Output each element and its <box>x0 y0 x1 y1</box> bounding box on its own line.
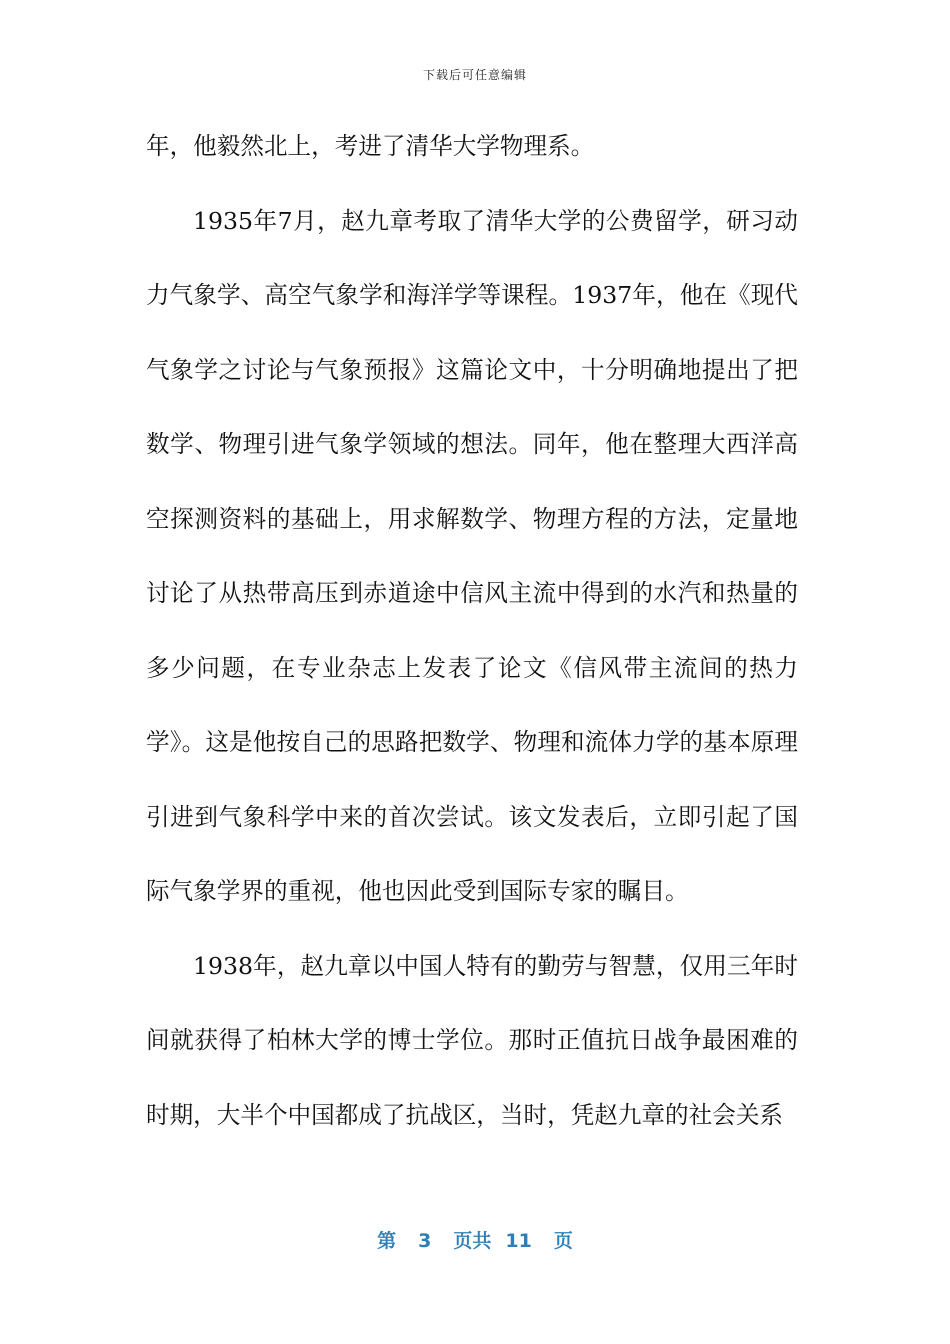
footer-prefix: 第 <box>377 1230 397 1252</box>
paragraph-1: 年，他毅然北上，考进了清华大学物理系。 <box>146 132 595 160</box>
footer-total-pages: 11 <box>505 1230 532 1252</box>
paragraph-2: 1935年7月，赵九章考取了清华大学的公费留学，研习动力气象学、高空气象学和海洋学等课程。1937年，他在《现代气象学之讨论与气象预报》这篇论文中，十分明确地提出了把数学、物理引进气象学领域的想法。同年，他在整理大西洋高空探测资料的基础上，用求解数学、物理方程的方法，定量地讨论了从热带高压到赤道途中信风主流中得到的水汽和热量的多少问题，在专业杂志上发表了论文《信风带主流间的热力学》。这是他按自己的思路把数学、物理和流体力学的基本原理引进到气象科学中来的首次尝试。该文发表后，立即引起了国际气象学界的重视，他也因此受到国际专家的瞩目。 <box>146 206 798 905</box>
header-note: 下载后可任意编辑 <box>422 68 527 82</box>
footer-suffix: 页 <box>553 1230 573 1252</box>
paragraph-3: 1938年，赵九章以中国人特有的勤劳与智慧，仅用三年时间就获得了柏林大学的博士学位。那时正值抗日战争最困难的时期，大半个中国都成了抗战区，当时，凭赵九章的社会关系 <box>146 951 798 1129</box>
footer-middle: 页共 <box>453 1230 492 1252</box>
footer-current-page: 3 <box>418 1230 432 1252</box>
page-footer <box>0 1226 950 1253</box>
document-body <box>146 109 798 1152</box>
